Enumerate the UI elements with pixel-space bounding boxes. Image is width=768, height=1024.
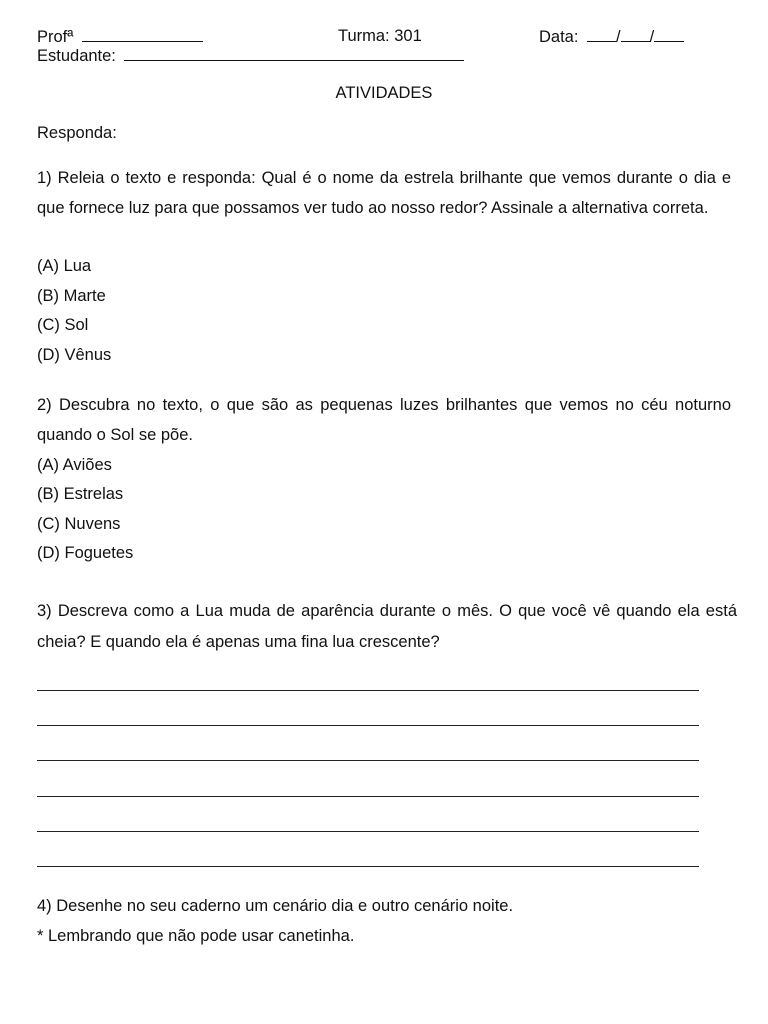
question-2-option-c: (C) Nuvens xyxy=(37,515,121,533)
question-3-text: 3) Descreva como a Lua muda de aparência durante o mês. O que você vê quando ela está cheia? E quando ela é apenas uma fina lua crescente? xyxy=(37,602,737,651)
page-title: ATIVIDADES xyxy=(335,84,433,102)
instruction-text: Responda: xyxy=(37,124,117,142)
question-1-option-d: (D) Vênus xyxy=(37,346,112,364)
student-blank-line[interactable] xyxy=(124,46,464,61)
date-month-blank[interactable] xyxy=(621,27,650,42)
date-year-blank[interactable] xyxy=(654,27,684,42)
question-2-option-a: (A) Aviões xyxy=(37,456,112,474)
question-2-option-d: (D) Foguetes xyxy=(37,544,134,562)
answer-line[interactable] xyxy=(37,831,699,832)
teacher-label: Profª xyxy=(37,28,74,46)
student-label: Estudante: xyxy=(37,47,116,65)
answer-line[interactable] xyxy=(37,796,699,797)
student-field xyxy=(37,46,464,66)
answer-line[interactable] xyxy=(37,866,699,867)
date-separator: / xyxy=(649,28,655,46)
date-label: Data: xyxy=(539,28,579,46)
question-1-text: 1) Releia o texto e responda: Qual é o nome da estrela brilhante que vemos durante o dia e que fornece luz para que possamos ver tudo ao nosso redor? Assinale a alternativa correta. xyxy=(37,169,731,217)
answer-line[interactable] xyxy=(37,690,699,691)
answer-line[interactable] xyxy=(37,725,699,726)
question-2-option-b: (B) Estrelas xyxy=(37,485,124,503)
question-4-text: 4) Desenhe no seu caderno um cenário dia e outro cenário noite. xyxy=(37,897,514,915)
question-1-option-c: (C) Sol xyxy=(37,316,89,334)
question-4-note: * Lembrando que não pode usar canetinha. xyxy=(37,927,355,945)
question-2-text: 2) Descubra no texto, o que são as pequenas luzes brilhantes que vemos no céu noturno quando o Sol se põe. xyxy=(37,396,731,444)
date-field xyxy=(539,27,684,47)
date-separator: / xyxy=(616,28,621,46)
teacher-blank-line[interactable] xyxy=(82,27,203,42)
answer-line[interactable] xyxy=(37,760,699,761)
teacher-field xyxy=(37,27,203,47)
class-label: Turma: 301 xyxy=(338,27,422,45)
question-1-option-b: (B) Marte xyxy=(37,287,106,305)
question-1-option-a: (A) Lua xyxy=(37,257,92,275)
date-day-blank[interactable] xyxy=(587,27,616,42)
